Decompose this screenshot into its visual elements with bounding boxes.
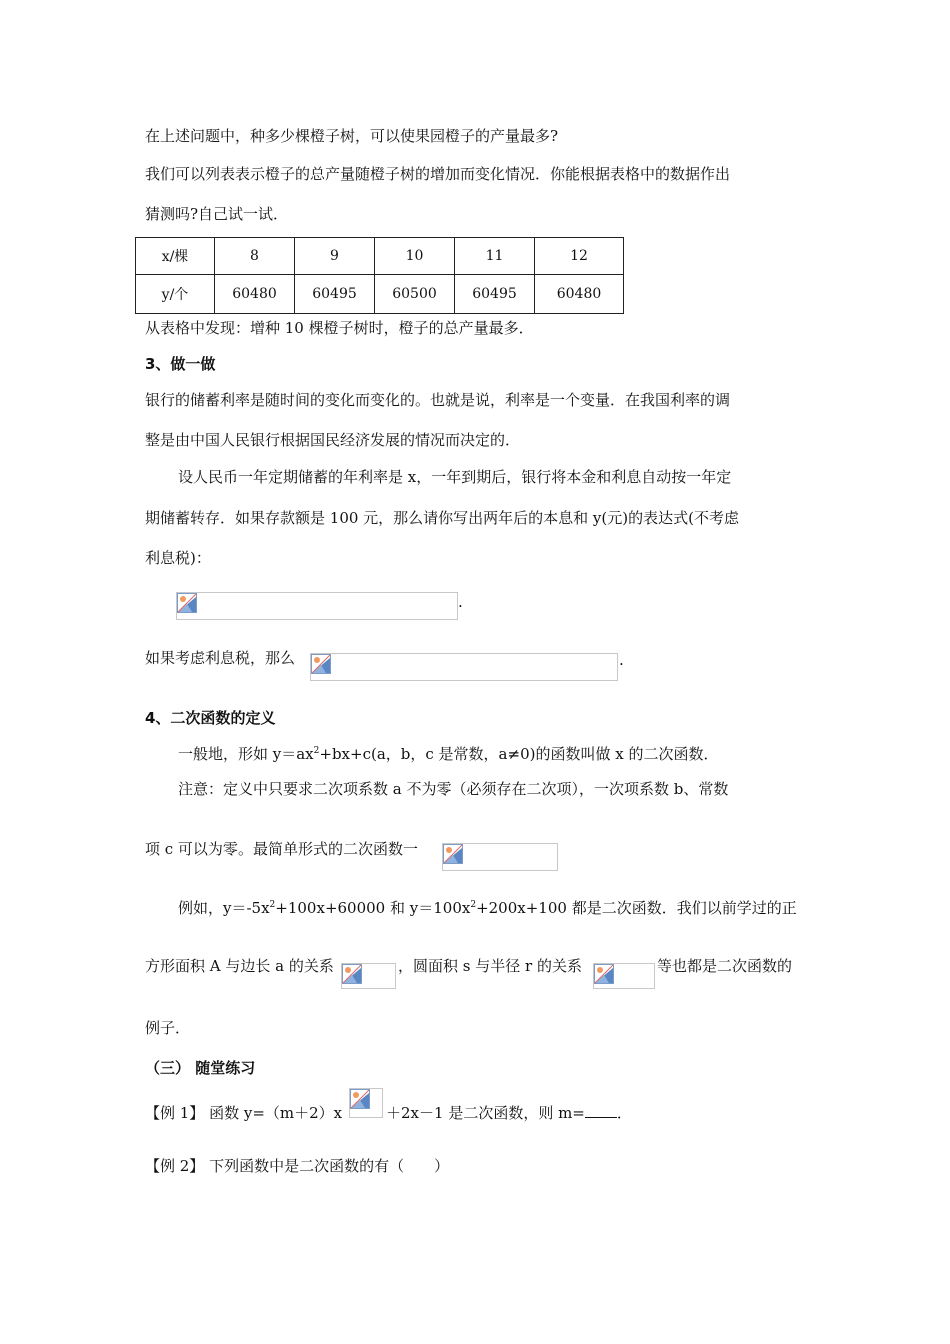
example-2: 【例 2】 下列函数中是二次函数的有（ ） bbox=[145, 1157, 450, 1175]
paragraph-line: 例子． bbox=[145, 1019, 191, 1037]
example-1: 【例 1】 函数 y=（m＋2）x bbox=[145, 1104, 343, 1122]
table-cell: y/个 bbox=[136, 275, 215, 314]
table-cell: x/棵 bbox=[136, 238, 215, 275]
paragraph-line: 我们可以列表表示橙子的总产量随橙子树的增加而变化情况．你能根据表格中的数据作出 bbox=[145, 165, 731, 183]
broken-image-icon bbox=[342, 964, 362, 984]
question-text: 在上述问题中，种多少棵橙子树，可以使果园橙子的产量最多? bbox=[145, 127, 559, 145]
table-cell: 9 bbox=[295, 238, 375, 275]
paragraph-line: 从表格中发现：增种 10 棵橙子树时，橙子的总产量最多． bbox=[145, 319, 534, 337]
paragraph-line: 项 c 可以为零。最简单形式的二次函数一 bbox=[145, 840, 418, 858]
formula-image-placeholder bbox=[442, 843, 558, 871]
broken-image-icon bbox=[311, 654, 331, 674]
table-cell: 10 bbox=[375, 238, 455, 275]
paragraph-line: 利息税)： bbox=[145, 549, 211, 567]
example-tag: 【例 1】 bbox=[145, 1104, 205, 1122]
table-cell: 12 bbox=[535, 238, 624, 275]
paragraph-line: 银行的储蓄利率是随时间的变化而变化的。也就是说，利率是一个变量．在我国利率的调 bbox=[145, 391, 731, 409]
table-cell: 60500 bbox=[375, 275, 455, 314]
paragraph-line: 期储蓄转存．如果存款额是 100 元，那么请你写出两年后的本息和 y(元)的表达式(不考虑 bbox=[145, 509, 739, 527]
paragraph-line: 方形面积 A 与边长 a 的关系 bbox=[145, 957, 334, 975]
example-tag: 【例 2】 bbox=[145, 1157, 205, 1175]
paragraph-line: 等也都是二次函数的 bbox=[657, 957, 793, 975]
table-cell: 60495 bbox=[295, 275, 375, 314]
table-cell: 60480 bbox=[535, 275, 624, 314]
broken-image-icon bbox=[443, 844, 463, 864]
punctuation: . bbox=[619, 651, 624, 669]
section-heading: （三） 随堂练习 bbox=[145, 1059, 256, 1077]
table-cell: 8 bbox=[215, 238, 295, 275]
table-cell: 60495 bbox=[455, 275, 535, 314]
note-text: 注意：定义中只要求二次项系数 a 不为零（必须存在二次项），一次项系数 b、常数 bbox=[178, 780, 729, 798]
paragraph-line: ，圆面积 s 与半径 r 的关系 bbox=[398, 957, 582, 975]
formula-image-placeholder bbox=[310, 653, 618, 681]
paragraph-line: 整是由中国人民银行根据国民经济发展的情况而决定的． bbox=[145, 431, 521, 449]
table-cell: 60480 bbox=[215, 275, 295, 314]
section-heading: 4、二次函数的定义 bbox=[145, 709, 276, 727]
example-text: 例如，$y=-5x^2+100x+60000$ 和 $y=100x^2+200x+100$ 都是二次函数．我们以前学过的正 bbox=[178, 899, 797, 917]
section-heading: 3、做一做 bbox=[145, 355, 216, 373]
table-row bbox=[136, 238, 624, 275]
formula-image-placeholder bbox=[176, 592, 458, 620]
paragraph-line: 设人民币一年定期储蓄的年利率是 x，一年到期后，银行将本金和利息自动按一年定 bbox=[178, 468, 732, 486]
broken-image-icon bbox=[177, 593, 197, 613]
table-cell: 11 bbox=[455, 238, 535, 275]
definition-text: 一般地，形如 $y=ax^2+bx+c(a$，b，c 是常数，a≠0)的函数叫做 x 的二次函数． bbox=[178, 745, 719, 763]
broken-image-icon bbox=[350, 1089, 370, 1109]
example-1-rest: ＋2x－1 是二次函数，则 m= ． bbox=[386, 1104, 632, 1122]
punctuation: . bbox=[458, 593, 463, 611]
answer-blank[interactable] bbox=[585, 1103, 617, 1118]
formula-image-placeholder bbox=[341, 963, 396, 989]
exponent-image-placeholder bbox=[349, 1088, 383, 1118]
data-table bbox=[135, 237, 624, 314]
paragraph-line: 猜测吗?自己试一试． bbox=[145, 205, 289, 223]
broken-image-icon bbox=[594, 964, 614, 984]
table-row bbox=[136, 275, 624, 314]
formula-image-placeholder bbox=[593, 963, 655, 989]
paragraph-line: 如果考虑利息税，那么 bbox=[145, 649, 296, 667]
